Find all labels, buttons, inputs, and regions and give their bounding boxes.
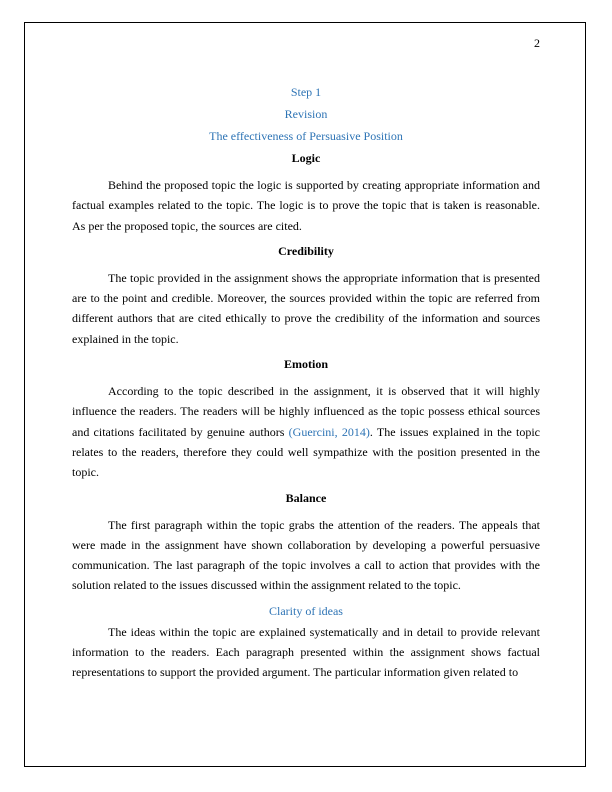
emotion-text-before: According to the topic described in the assignment, it is observed that it will highly influence the readers. The readers will be highly influenced as the topic possess ethical sources and citations facilitated by genuine authors (72, 384, 540, 439)
citation-link[interactable]: (Guercini, 2014) (288, 424, 370, 439)
logic-paragraph: Behind the proposed topic the logic is supported by creating appropriate information and factual examples related to the topic. The logic is to prove the topic that is taken is reasonable. As per the proposed topic, the sources are cited. (72, 178, 540, 233)
page-number: 2 (534, 36, 540, 50)
logic-heading: Logic (291, 151, 321, 165)
step-heading: Step 1 (290, 85, 322, 99)
credibility-paragraph: The topic provided in the assignment shows the appropriate information that is presented are to the point and credible. Moreover, the sources provided within the topic are referred from different authors that are cited ethically to prove the credibility of the information and sources explained in the topic. (72, 270, 540, 346)
document-body (72, 81, 540, 683)
emotion-text-after: . The issues explained in the topic relates to the readers, therefore they could well sympathize with the position presented in the topic. (72, 424, 540, 480)
emotion-heading: Emotion (283, 357, 328, 372)
clarity-paragraph: The ideas within the topic are explained systematically and in detail to provide relevant information to the readers. Each paragraph presented within the assignment shows factual representations to support the provided argument. The particular information given related to (72, 624, 540, 680)
balance-heading: Balance (285, 490, 327, 505)
emotion-paragraph (72, 381, 540, 482)
credibility-heading: Credibility (278, 243, 334, 258)
revision-heading: Revision (284, 107, 328, 121)
balance-paragraph: The first paragraph within the topic grabs the attention of the readers. The appeals that were made in the assignment have shown collaboration by developing a powerful persuasive communication. The last paragraph of the topic involves a call to action that provides with the solution related to the issues discussed within the assignment related to the topic. (72, 517, 540, 593)
document-title: The effectiveness of Persuasive Position (209, 129, 403, 143)
clarity-heading: Clarity of ideas (269, 603, 343, 618)
